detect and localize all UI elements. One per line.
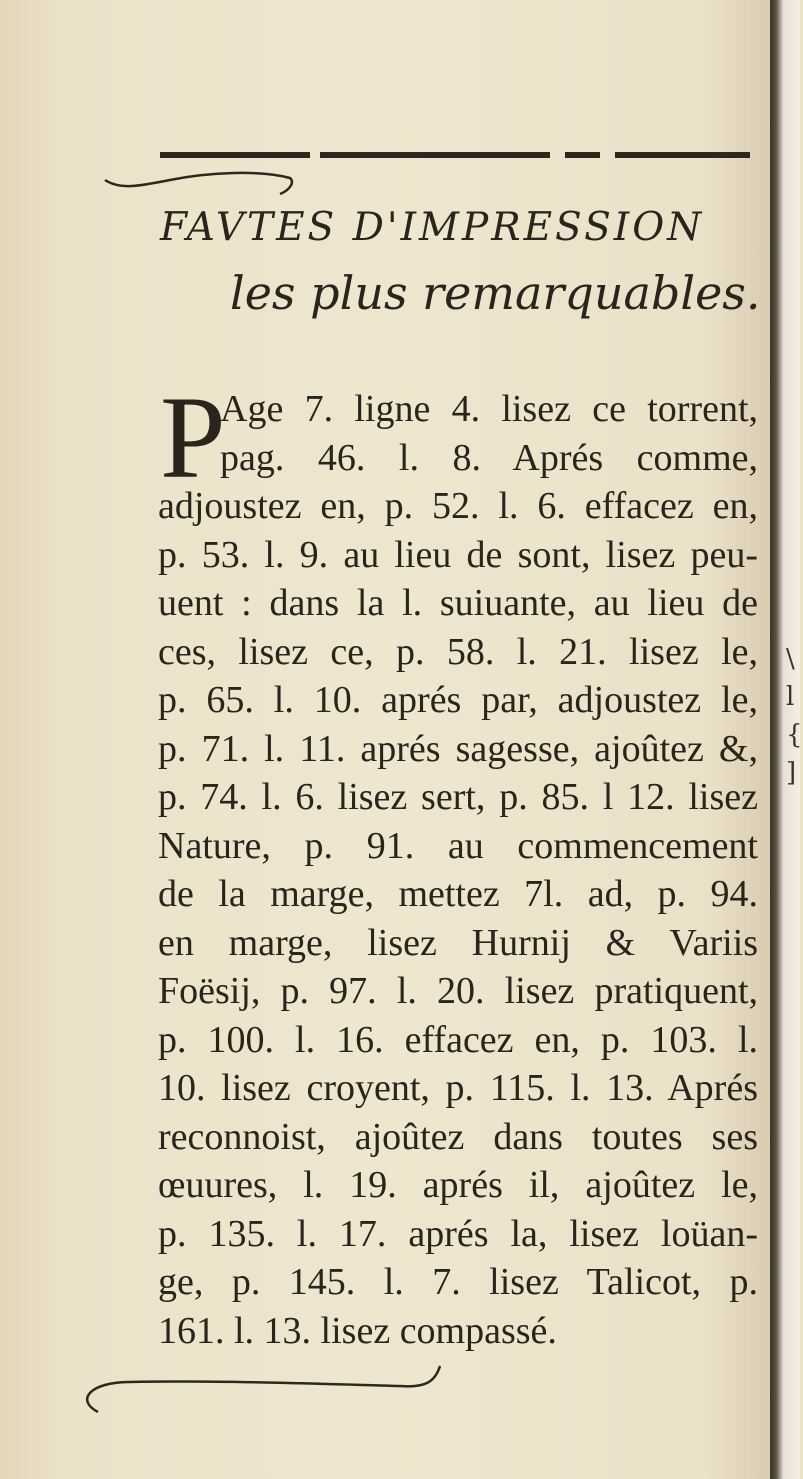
fragment-mark: ] bbox=[786, 758, 797, 788]
errata-line: p. 135. l. 17. aprés la, lisez loüan- bbox=[158, 1212, 758, 1255]
fragment-mark: l bbox=[786, 682, 795, 712]
errata-line: Nature, p. 91. au commencement bbox=[158, 824, 758, 867]
errata-subtitle: les plus remarquables. bbox=[230, 266, 761, 320]
errata-line: adjoustez en, p. 52. l. 6. effacez en, bbox=[158, 485, 758, 527]
fragment-mark: { bbox=[786, 720, 803, 750]
fragment-mark: \ bbox=[786, 644, 795, 674]
errata-line: 10. lisez croyent, p. 115. l. 13. Aprés bbox=[158, 1067, 758, 1109]
errata-line: p. 53. l. 9. au lieu de sont, lisez peu- bbox=[158, 533, 758, 576]
errata-line: p. 74. l. 6. lisez sert, p. 85. l 12. lisez bbox=[158, 776, 758, 818]
errata-line: de la marge, mettez 7l. ad, p. 94. bbox=[158, 873, 758, 915]
facing-page-fragment bbox=[786, 640, 803, 792]
errata-line: Age 7. ligne 4. lisez ce torrent, bbox=[220, 388, 758, 430]
errata-line: Foësij, p. 97. l. 20. lisez pratiquent, bbox=[158, 970, 758, 1012]
errata-line: en marge, lisez Hurnij & Variis bbox=[158, 921, 758, 964]
errata-text bbox=[158, 372, 758, 1355]
errata-line: uent : dans la l. suiuante, au lieu de bbox=[158, 582, 758, 624]
errata-line: p. 100. l. 16. effacez en, p. 103. l. bbox=[158, 1018, 758, 1061]
errata-line: pag. 46. l. 8. Aprés comme, bbox=[220, 436, 758, 479]
errata-line: p. 65. l. 10. aprés par, adjoustez le, bbox=[158, 679, 758, 721]
errata-line: ces, lisez ce, p. 58. l. 21. lisez le, bbox=[158, 630, 758, 673]
errata-line: ge, p. 145. l. 7. lisez Talicot, p. bbox=[158, 1261, 758, 1303]
errata-line: 161. l. 13. lisez compassé. bbox=[158, 1309, 557, 1352]
ornament-swash-bottom bbox=[70, 1360, 450, 1420]
errata-line: œuures, l. 19. aprés il, ajoûtez le, bbox=[158, 1164, 758, 1206]
errata-title: FAVTES D'IMPRESSION bbox=[160, 205, 705, 250]
drop-cap: P bbox=[160, 372, 226, 503]
ornament-swash-top bbox=[100, 150, 300, 200]
errata-line: p. 71. l. 11. aprés sagesse, ajoûtez &, bbox=[158, 727, 758, 770]
errata-line: reconnoist, ajoûtez dans toutes ses bbox=[158, 1115, 758, 1158]
